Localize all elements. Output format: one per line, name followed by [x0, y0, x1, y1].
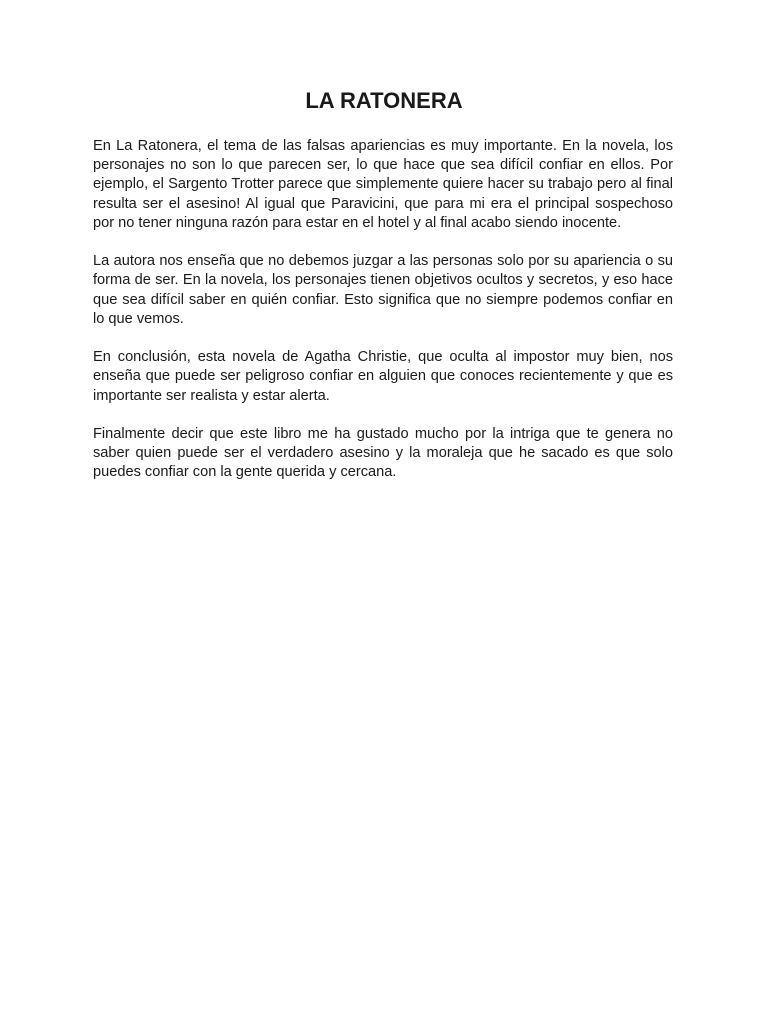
paragraph-3: En conclusión, esta novela de Agatha Christie, que oculta al impostor muy bien, nos enseña que puede ser peligroso confiar en alguien que conoces recientemente y que es importante ser realista y estar alerta.: [93, 349, 673, 404]
paragraph-2: La autora nos enseña que no debemos juzgar a las personas solo por su apariencia o su forma de ser. En la novela, los personajes tienen objetivos ocultos y secretos, y eso hace que sea difícil saber en quién confiar. Esto significa que no siempre podemos confiar en lo que vemos.: [93, 253, 673, 327]
paragraph-1: En La Ratonera, el tema de las falsas apariencias es muy importante. En la novela, los personajes no son lo que parecen ser, lo que hace que sea difícil confiar en ellos. Por ejemplo, el Sargento Trotter parece que simplemente quiere hacer su trabajo pero al final resulta ser el asesino! Al igual que Paravicini, que para mi era el principal sospechoso por no tener ninguna razón para estar en el hotel y al final acabo siendo inocente.: [93, 138, 673, 231]
document-title: LA RATONERA: [305, 88, 463, 113]
paragraph-4: Finalmente decir que este libro me ha gustado mucho por la intriga que te genera no saber quien puede ser el verdadero asesino y la moraleja que he sacado es que solo puedes confiar con la gente querida y cercana.: [93, 426, 673, 481]
document-body: [93, 137, 673, 502]
